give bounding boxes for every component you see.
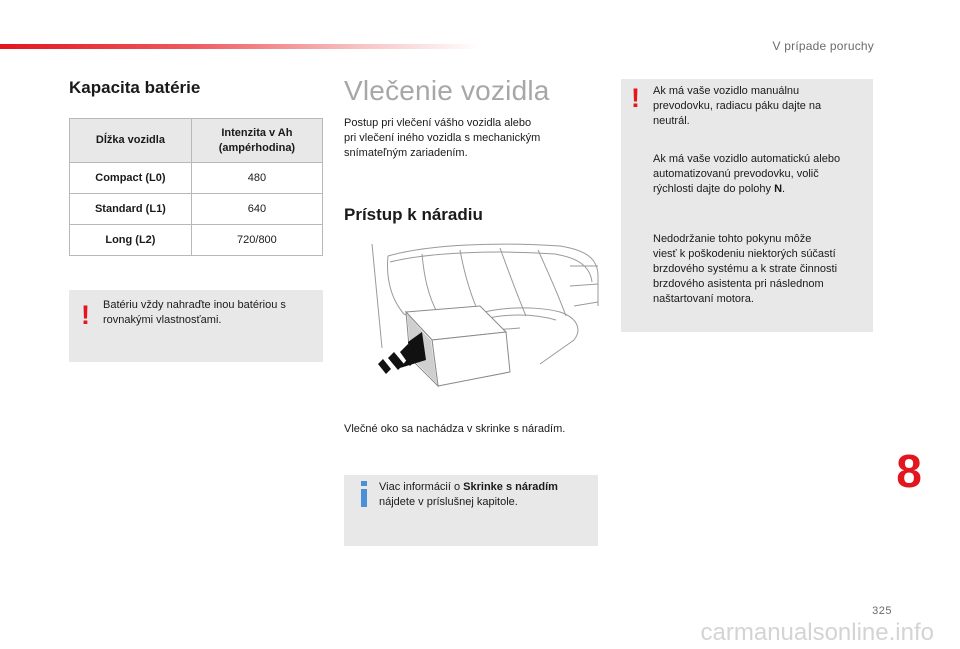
chapter-number: 8 bbox=[896, 445, 922, 497]
battery-warning-box bbox=[69, 290, 323, 362]
warning-icon: ! bbox=[81, 300, 90, 330]
towing-title: Vlečenie vozidla bbox=[344, 75, 550, 106]
gearbox-warning-box bbox=[621, 79, 873, 332]
table-cell-value: 480 bbox=[191, 163, 322, 194]
info-text: Viac informácií o Skrinke s náradím nájdete v príslušnej kapitole. bbox=[379, 481, 558, 508]
warning-manual-text: Ak má vaše vozidlo manuálnu prevodovku, radiacu páku dajte na neutrál. bbox=[653, 85, 822, 127]
header-accent-bar bbox=[0, 44, 480, 49]
table-cell-value: 720/800 bbox=[191, 225, 322, 256]
warning-icon: ! bbox=[631, 83, 640, 113]
warning-automatic-text: Ak má vaše vozidlo automatickú alebo automatizovanú prevodovku, volič rýchlosti dajte do polohy N. bbox=[653, 153, 841, 195]
section-header: V prípade poruchy bbox=[772, 39, 874, 53]
table-cell-model: Standard (L1) bbox=[70, 194, 192, 225]
battery-note: Batériu vždy nahraďte inou batériou s rovnakými vlastnosťami. bbox=[103, 299, 286, 326]
table-header-row bbox=[70, 119, 323, 163]
table-row bbox=[70, 163, 323, 194]
table-row bbox=[70, 225, 323, 256]
towing-intro: Postup pri vlečení vášho vozidla alebo pri vlečení iného vozidla s mechanickým snímateľným zariadením. bbox=[344, 117, 541, 159]
table-row bbox=[70, 194, 323, 225]
toolbox-under-seat-illustration bbox=[360, 236, 600, 401]
table-cell-value: 640 bbox=[191, 194, 322, 225]
page-number: 325 bbox=[872, 605, 892, 617]
battery-table bbox=[69, 118, 323, 256]
watermark: carmanualsonline.info bbox=[700, 619, 934, 646]
tools-title: Prístup k náradiu bbox=[344, 205, 483, 224]
table-cell-model: Long (L2) bbox=[70, 225, 192, 256]
info-icon bbox=[354, 481, 374, 507]
table-cell-model: Compact (L0) bbox=[70, 163, 192, 194]
column-header-capacity: Intenzita v Ah (ampérhodina) bbox=[191, 119, 322, 163]
battery-title: Kapacita batérie bbox=[69, 78, 201, 97]
info-box bbox=[344, 475, 598, 546]
column-header-length: Dĺžka vozidla bbox=[70, 119, 192, 163]
warning-consequence-text: Nedodržanie tohto pokynu môže viesť k poškodeniu niektorých súčastí brzdového systému a k strate činnosti brzdového asistenta pri následnom naštartovaní motora. bbox=[653, 233, 838, 305]
towing-eye-caption: Vlečné oko sa nachádza v skrinke s náradím. bbox=[344, 423, 566, 435]
